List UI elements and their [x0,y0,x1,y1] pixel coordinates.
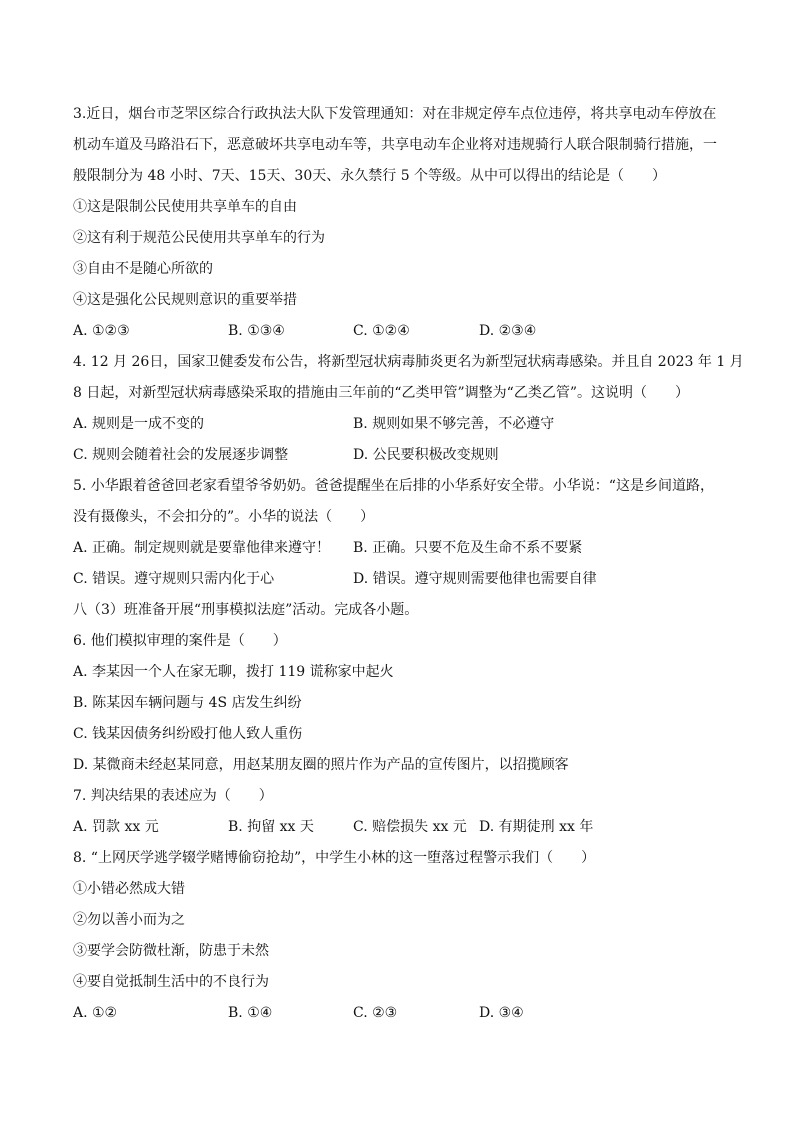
q3-stem-line-3: 般限制分为 48 小时、7天、15天、30天、永久禁行 5 个等级。从中可以得出的结论是（ ） [73,168,667,184]
q6-option-b: B. 陈某因车辆问题与 4S 店发生纠纷 [73,695,302,711]
q3-item-4: ④这是强化公民规则意识的重要举措 [73,292,297,308]
q8-stem: 8. “上网厌学逃学辍学赌博偷窃抢劫”，中学生小林的这一堕落过程警示我们（ ） [73,850,596,866]
q7-option-d: D. 有期徒刑 xx 年 [479,819,594,835]
q3-item-1: ①这是限制公民使用共享单车的自由 [73,199,297,215]
q6-option-a: A. 李某因一个人在家无聊，拨打 119 谎称家中起火 [73,664,394,680]
q3-option-d: D. ②③④ [479,323,537,339]
q4-stem-line-2: 8 日起，对新型冠状病毒感染采取的措施由三年前的“乙类甲管”调整为“乙类乙管”。这说明（ ） [73,385,689,401]
q8-option-b: B. ①④ [228,1005,273,1021]
q3-option-c: C. ①②④ [353,323,410,339]
q3-option-b: B. ①③④ [228,323,285,339]
q3-option-a: A. ①②③ [73,323,130,339]
q4-option-d: D. 公民要积极改变规则 [353,447,499,463]
q3-stem-line-1: 3.近日，烟台市芝罘区综合行政执法大队下发管理通知：对在非规定停车点位违停，将共享电动车停放在 [73,106,717,122]
q3-item-3: ③自由不是随心所欲的 [73,261,213,277]
q7-stem: 7. 判决结果的表述应为（ ） [73,788,273,804]
q8-option-a: A. ①② [73,1005,118,1021]
q7-option-c: C. 赔偿损失 xx 元 [353,819,467,835]
q4-stem-line-1: 4. 12 月 26日，国家卫健委发布公告，将新型冠状病毒肺炎更名为新型冠状病毒感染。并且自 2023 年 1 月 [73,354,744,370]
q5-option-a: A. 正确。制定规则就是要靠他律来遵守！ [73,540,331,556]
q6-stem: 6. 他们模拟审理的案件是（ ） [73,633,287,649]
q8-option-d: D. ③④ [479,1005,524,1021]
q5-option-b: B. 正确。只要不危及生命不系不要紧 [353,540,583,556]
q5-option-c: C. 错误。遵守规则只需内化于心 [73,571,275,587]
q8-item-4: ④要自觉抵制生活中的不良行为 [73,974,269,990]
q7-option-b: B. 拘留 xx 天 [228,819,314,835]
q8-option-c: C. ②③ [353,1005,398,1021]
q8-item-3: ③要学会防微杜渐，防患于未然 [73,943,269,959]
q3-item-2: ②这有利于规范公民使用共享单车的行为 [73,230,325,246]
q3-stem-line-2: 机动车道及马路沿石下，恶意破坏共享电动车等，共享电动车企业将对违规骑行人联合限制骑行措施，一 [73,137,717,153]
q4-option-b: B. 规则如果不够完善，不必遵守 [353,416,555,432]
q6-option-d: D. 某微商未经赵某同意，用赵某朋友圈的照片作为产品的宣传图片，以招揽顾客 [73,757,569,773]
q4-option-a: A. 规则是一成不变的 [73,416,205,432]
q7-option-a: A. 罚款 xx 元 [73,819,159,835]
q4-option-c: C. 规则会随着社会的发展逐步调整 [73,447,289,463]
activity-intro: 八（3）班准备开展“刑事模拟法庭”活动。完成各小题。 [73,602,419,618]
q8-item-1: ①小错必然成大错 [73,881,185,897]
q6-option-c: C. 钱某因债务纠纷殴打他人致人重伤 [73,726,303,742]
q5-option-d: D. 错误。遵守规则需要他律也需要自律 [353,571,597,587]
q5-stem-line-2: 没有摄像头，不会扣分的”。小华的说法（ ） [73,509,375,525]
q5-stem-line-1: 5. 小华跟着爸爸回老家看望爷爷奶奶。爸爸提醒坐在后排的小华系好安全带。小华说：“这是乡间道路， [73,478,714,494]
q8-item-2: ②勿以善小而为之 [73,912,185,928]
